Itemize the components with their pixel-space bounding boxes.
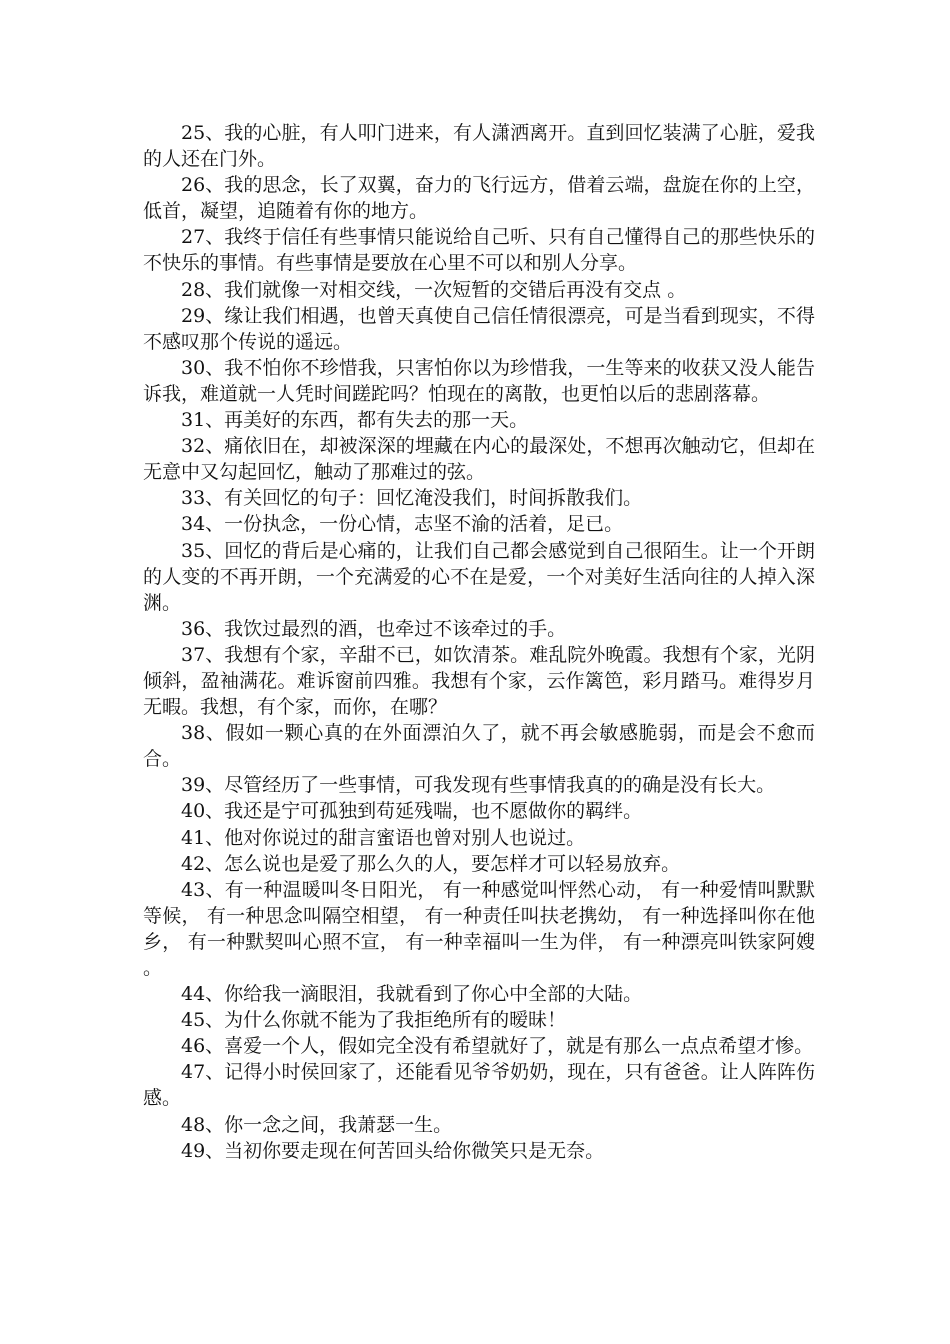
paragraph-42: 42、怎么说也是爱了那么久的人，要怎样才可以轻易放弃。	[181, 852, 681, 875]
paragraph-30: 30、我不怕你不珍惜我，只害怕你以为珍惜我，一生等来的收获又没人能告诉我，难道就一人凭时间蹉跎吗？怕现在的离散，也更怕以后的悲剧落幕。	[143, 356, 815, 405]
paragraph-29: 29、缘让我们相遇，也曾天真使自己信任情很漂亮，可是当看到现实，不得不感叹那个传说的遥远。	[143, 304, 815, 353]
paragraph-39: 39、尽管经历了一些事情，可我发现有些事情我真的的确是没有长大。	[181, 774, 776, 797]
paragraph-26: 26、我的思念，长了双翼，奋力的飞行远方，借着云端，盘旋在你的上空，低首，凝望，追随着有你的地方。	[143, 174, 815, 223]
paragraph-44: 44、你给我一滴眼泪，我就看到了你心中全部的大陆。	[181, 983, 643, 1006]
paragraph-33: 33、有关回忆的句子：回忆淹没我们，时间拆散我们。	[181, 487, 643, 510]
paragraph-32: 32、痛依旧在，却被深深的埋藏在内心的最深处，不想再次触动它，但却在无意中又勾起回忆，触动了那难过的弦。	[143, 435, 815, 484]
paragraph-49: 49、当初你要走现在何苦回头给你微笑只是无奈。	[181, 1139, 605, 1162]
paragraph-34: 34、一份执念，一份心情，志坚不渝的活着，足已。	[181, 513, 624, 536]
paragraph-25: 25、我的心脏，有人叩门进来，有人潇洒离开。直到回忆装满了心脏，爱我的人还在门外。	[143, 122, 815, 171]
paragraph-31: 31、再美好的东西，都有失去的那一天。	[181, 409, 529, 432]
paragraph-35: 35、回忆的背后是心痛的，让我们自己都会感觉到自己很陌生。让一个开朗的人变的不再开朗，一个充满爱的心不在是爱，一个对美好生活向往的人掉入深渊。	[143, 539, 815, 614]
paragraph-48: 48、你一念之间，我萧瑟一生。	[181, 1113, 453, 1136]
paragraph-46: 46、喜爱一个人，假如完全没有希望就好了，就是有那么一点点希望才惨。	[181, 1035, 814, 1058]
paragraph-36: 36、我饮过最烈的酒，也牵过不该牵过的手。	[181, 617, 567, 640]
paragraph-47: 47、记得小时侯回家了，还能看见爷爷奶奶，现在，只有爸爸。让人阵阵伤感。	[143, 1061, 815, 1110]
paragraph-37: 37、我想有个家，辛甜不已，如饮清茶。难乱院外晚霞。我想有个家，光阴倾斜，盈袖满花。难诉窗前四雅。我想有个家，云作篱笆，彩月踏马。难得岁月无暇。我想，有个家，而你，在哪？	[143, 643, 815, 719]
paragraph-27: 27、我终于信任有些事情只能说给自己听、只有自己懂得自己的那些快乐的不快乐的事情。有些事情是要放在心里不可以和别人分享。	[143, 226, 815, 275]
paragraph-45: 45、为什么你就不能为了我拒绝所有的暧昧！	[181, 1009, 567, 1032]
paragraph-40: 40、我还是宁可孤独到苟延残喘，也不愿做你的羁绊。	[181, 800, 643, 823]
paragraph-41: 41、他对你说过的甜言蜜语也曾对别人也说过。	[181, 826, 586, 849]
paragraph-43: 43、有一种温暖叫冬日阳光， 有一种感觉叫怦然心动， 有一种爱情叫默默等候， 有一种思念叫隔空相望， 有一种责任叫扶老携幼， 有一种选择叫你在他乡， 有一种默契叫心照不宣， 有一种幸福叫一生为伴， 有一种漂亮叫铁家阿嫂 。	[143, 878, 815, 979]
paragraph-38: 38、假如一颗心真的在外面漂泊久了，就不再会敏感脆弱，而是会不愈而合。	[143, 722, 815, 771]
paragraph-28: 28、我们就像一对相交线，一次短暂的交错后再没有交点 。	[181, 278, 687, 301]
document-body	[143, 120, 815, 1164]
